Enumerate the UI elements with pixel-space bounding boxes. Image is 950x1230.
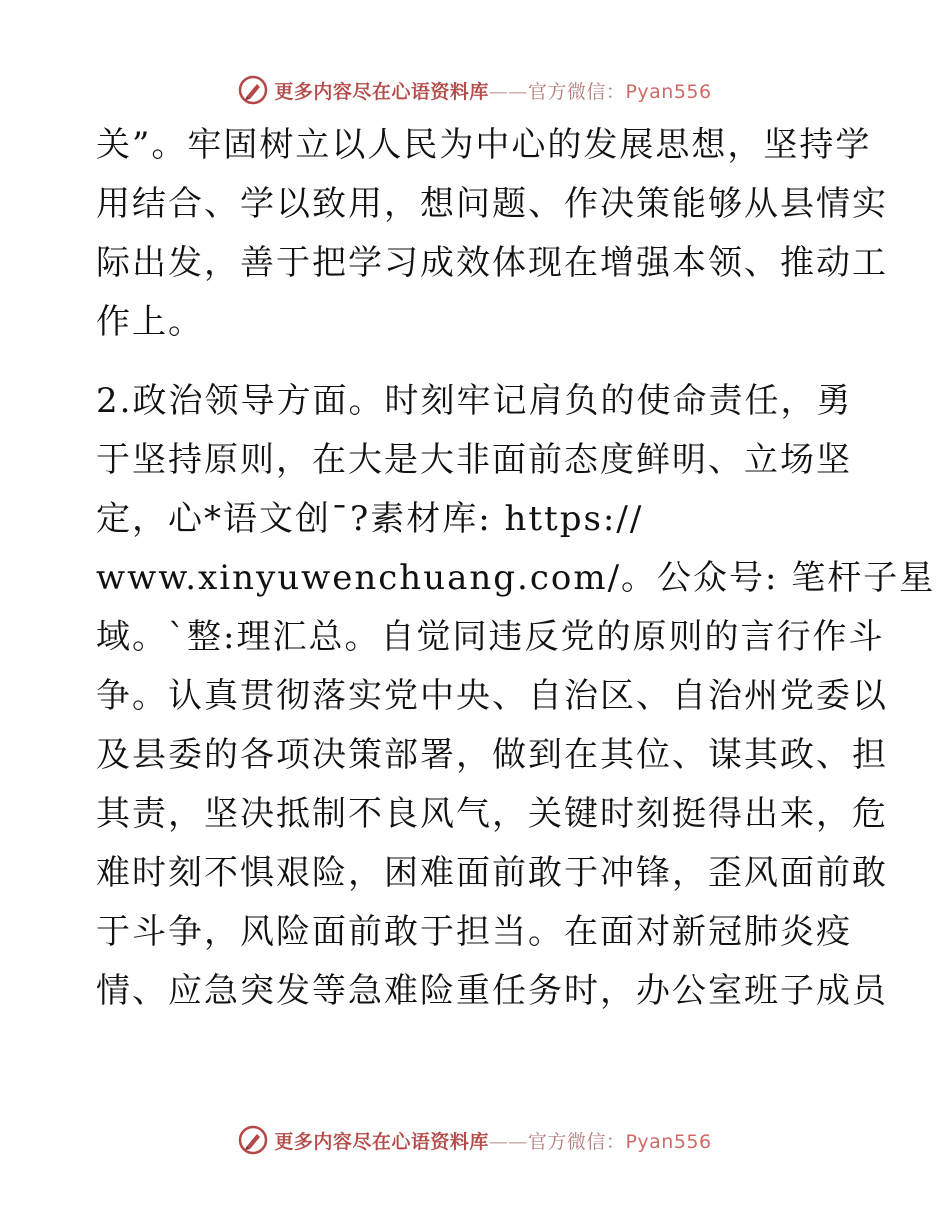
paragraph-line: 及县委的各项决策部署，做到在其位、谋其政、担 [96,735,888,775]
paragraph-line: www.xinyuwenchuang.com/。公众号: 笔杆子星 [96,558,936,598]
paragraph-line: 情、应急突发等急难险重任务时，办公室班子成员 [96,971,888,1011]
pen-logo-icon [238,1125,268,1155]
pen-logo-icon [238,75,268,105]
banner-dash: —— [488,80,528,103]
paragraph-line: 际出发，善于把学习成效体现在增强本领、推动工 [96,243,888,283]
paragraph-line: 2.政治领导方面。时刻牢记肩负的使命责任，勇 [96,381,853,421]
banner-wechat-label: 官方微信： [527,1130,626,1153]
banner-dash: —— [488,1130,528,1153]
paragraph-line: 于斗争，风险面前敢于担当。在面对新冠肺炎疫 [96,912,852,952]
banner-wechat-id: Pyan556 [625,1130,712,1153]
paragraph-line: 其责，坚决抵制不良风气，关键时刻挺得出来，危 [96,794,888,834]
paragraph-line: 难时刻不惧艰险，困难面前敢于冲锋，歪风面前敢 [96,853,888,893]
banner-wechat-label: 官方微信： [527,80,626,103]
footer-banner [0,1120,950,1160]
paragraph-line: 域。`整:理汇总。自觉同违反党的原则的言行作斗 [96,617,885,657]
paragraph-line: 用结合、学以致用，想问题、作决策能够从县情实 [96,184,888,224]
paragraph-1 [96,116,888,352]
banner-title: 更多内容尽在心语资料库 [274,1130,489,1153]
paragraph-line: 关”。牢固树立以人民为中心的发展思想，坚持学 [96,125,872,165]
banner-title: 更多内容尽在心语资料库 [274,80,489,103]
paragraph-line: 定，心*语文创¯?素材库: https:// [96,499,644,539]
paragraph-2 [96,372,936,1021]
paragraph-line: 作上。 [96,302,204,342]
header-banner [0,70,950,110]
paragraph-line: 争。认真贯彻落实党中央、自治区、自治州党委以 [96,676,888,716]
banner-wechat-id: Pyan556 [625,80,712,103]
paragraph-line: 于坚持原则，在大是大非面前态度鲜明、立场坚 [96,440,852,480]
